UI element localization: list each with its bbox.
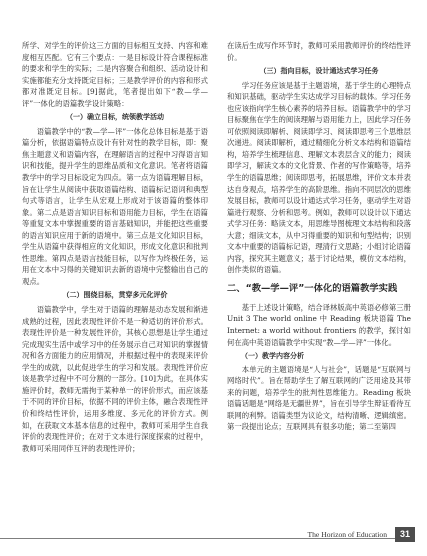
paragraph: 基于上述设计策略，结合译林版高中英语必修第三册 Unit 3 The world online 中 Reading 板块语篇 The Internet: a world without frontiers 的教学，探讨如何在高中英语语篇教学中实现“教—学—评”一体化。 (227, 302, 411, 347)
page-footer (0, 527, 427, 542)
paragraph: 所学、对学生的评价这三方面的目标相互支持、内容和难度相互匹配。它有三个要点：一是目标设计符合课程标准的要求和学生的实际；二是内容聚合和组织、活动设计和实施都能充分支持既定目标；三是教学评价的内容和形式都对准既定目标。[9]据此，笔者提出如下“教—学—评”一体化的语篇教学设计策略： (22, 41, 208, 108)
right-column (227, 40, 411, 433)
chapter-heading: 二、“教—学—评”一体化的语篇教学实践 (227, 282, 398, 294)
left-column (22, 40, 208, 454)
journal-title: The Horizon of Education (307, 530, 387, 539)
section-heading: （一）确立目标，统领教学活动 (66, 113, 164, 122)
paragraph: 语篇教学中的“教—学—评”一体化总体目标是基于语篇分析，依据语篇特点设计有针对性的教学目标，即：聚焦主题意义和语篇内容，在理解语言的过程中习得语言知识和技能，提升学生的思维品质和文化意识。笔者将语篇教学中的学习目标设定为四点。第一点为语篇理解目标，旨在让学生从阅读中获取语篇结构、语篇标记语词和典型句式等语言，让学生从宏观上形成对于该语篇的整体印象。第二点是语言知识目标和语用能力目标，学生在语篇等重复文本中掌握重要的语言基础知识，并能把这些重要的语言知识应用于新的语境中。第三点是文化知识目标，学生从语篇中获得相应的文化知识，形成文化意识和批判性思维。第四点是语言技能目标，以写作为终极任务，运用在文本中习得的关键知识去新的语境中完整输出自己的观点。 (22, 126, 208, 286)
paragraph: 语篇教学中，学生对于语篇的理解是动态发展和渐进成熟的过程，因此表现性评价不是一种适切的评价形式。表现性评价是一种发展性评价，其核心思想是让学生通过完成现实生活中或学习中的任务展示自己对知识的掌握情况和各方面能力的应用情况，并根据过程中的表现来评价学生的成就，以此促进学生的学习和发展。表现性评价应该是教学过程中不可分割的一部分。[10]为此，在具体实施评价时，教师无需拘于某种单一的评价形式，而应该基于不同的评价目标，依据不同的评价主体，融合表现性评价和终结性评价，运用多维度、多元化的评价方式。例如，在获取文本基本信息的过程中，教师可采用学生自我评价的表现性评价；在对于文本进行深度探索的过程中，教师可采用同伴互评的表现性评价； (22, 305, 208, 453)
page-number: 31 (395, 527, 415, 542)
section-heading: （三）指向目标，设计通达式学习任务 (259, 67, 379, 76)
subsection-heading: （一）教学内容分析 (241, 352, 304, 361)
paragraph: 在读后生成写作环节时，教师可采用教师评价的终结性评价。 (227, 41, 411, 62)
paragraph: 本单元的主题语境是“人与社会”，话题是“互联网与网络时代”。旨在帮助学生了解互联网的广泛用途及其带来的问题，培养学生的批判性思维能力。Reading 板块语篇话题是“网络是无疆世界”，旨在引导学生辩证看待互联网的利弊。语篇类型为议论文，结构清晰、逻辑缜密。第一段提出论点；互联网具有很多功能；第二至第四 (227, 364, 411, 432)
paragraph: 学习任务应该是基于主题语境，基于学生的心理特点和知识基础，驱动学生实达成学习目标的载体。学习任务也应该指向学生核心素养的培养目标。语篇教学中的学习目标聚焦在学生的阅读理解与语用能力上，因此学习任务可依照阅读即解析、阅读即学习、阅读即思考三个思维层次递进。阅读即解析，通过精细化分析文本结构和语篇结构，培养学生梳理信息、理解文本表层含义的能力；阅读即学习，解读文本的文化背景、作者的写作策略等，培养学生的语篇思维；阅读即思考，拓展思维，评价文本并表达自身观点，培养学生的高阶思维。指向不同层次的思维发展目标，教师可以设计通达式学习任务，驱动学生对语篇进行观察、分析和思考。例如，教师可以设计以下通达式学习任务：略读文本，用思维导图梳理文本结构和段落大意；细读文本，从中习得重要的知识和句型结构；识别文本中重要的语篇标记语，理清行文思路；小组讨论语篇内容，探究其主题意义；基于讨论结果，模仿文本结构，创作类似的语篇。 (227, 80, 411, 275)
section-heading: （二）围绕目标，贯穿多元化评价 (62, 291, 168, 300)
